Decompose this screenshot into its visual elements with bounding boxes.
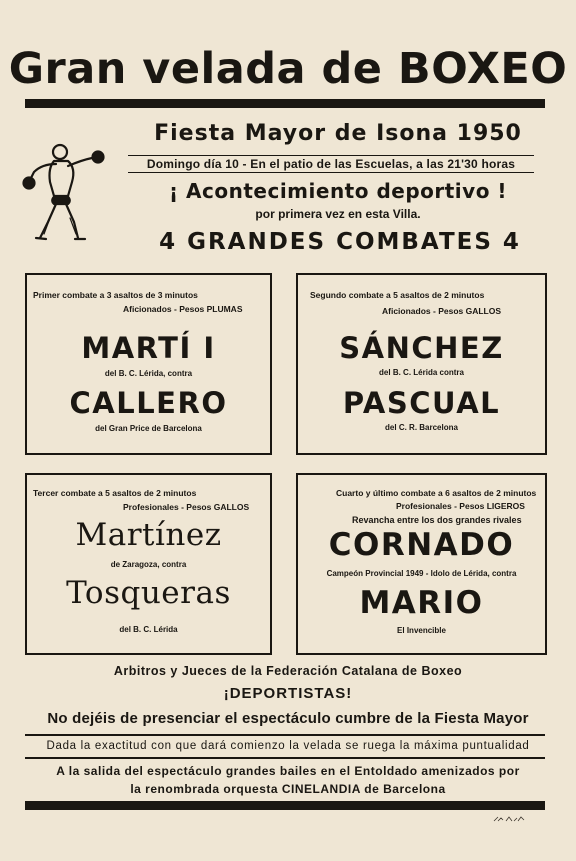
event-first-time: por primera vez en esta Villa. — [255, 207, 421, 221]
event-headline: ¡ Acontecimiento deportivo ! — [168, 179, 508, 203]
fighter-name: Tosqueras — [66, 575, 231, 611]
fighter-club: del B. C. Lérida, contra — [104, 369, 193, 378]
fighter-name: PASCUAL — [342, 386, 501, 420]
referees-line: Arbitros y Jueces de la Federación Catalana de Boxeo — [113, 664, 463, 678]
boxer-illustration-icon — [20, 138, 112, 248]
dance-announcement-line-1: A la salida del espectáculo grandes bailes en el Entoldado amenizados por — [56, 764, 520, 778]
fighter-club: El Invencible — [397, 626, 446, 635]
bout-intro: Tercer combate a 5 asaltos de 2 minutos — [33, 488, 197, 498]
divider-rule — [25, 757, 545, 759]
bout-category: Profesionales - Pesos LIGEROS — [396, 501, 525, 511]
bout-intro: Primer combate a 3 asaltos de 3 minutos — [33, 290, 198, 300]
bout-card-1 — [25, 273, 272, 455]
combats-heading: 4 GRANDES COMBATES 4 — [159, 229, 521, 255]
bout-intro: Segundo combate a 5 asaltos de 2 minutos — [310, 290, 485, 300]
punctuality-note: Dada la exactitud con que dará comienzo la velada se ruega la máxima puntualidad — [46, 740, 530, 752]
fighter-name: Martínez — [75, 517, 222, 553]
poster-title: Gran velada de BOXEO — [8, 44, 568, 94]
fighter-club: del B. C. Lérida contra — [379, 368, 464, 377]
fighter-club: del B. C. Lérida — [119, 625, 178, 634]
fighter-name: MARIO — [359, 585, 484, 621]
bout-card-3 — [25, 473, 272, 655]
fighter-name: SÁNCHEZ — [339, 331, 504, 365]
bout-intro: Cuarto y último combate a 6 asaltos de 2 minutos — [336, 488, 537, 498]
fighter-name: CORNADO — [328, 527, 515, 563]
fighter-club: del Gran Price de Barcelona — [95, 424, 202, 433]
divider-rule — [25, 734, 545, 736]
bottom-rule — [25, 801, 545, 810]
fighter-club: Campeón Provincial 1949 - Idolo de Lérida, contra — [326, 569, 517, 578]
dance-announcement — [0, 762, 576, 798]
fighter-name: CALLERO — [69, 386, 228, 420]
bout-category: Aficionados - Pesos PLUMAS — [123, 304, 243, 314]
bout-card-4 — [296, 473, 547, 655]
fighter-name: MARTÍ I — [81, 331, 216, 365]
title-rule — [25, 99, 545, 108]
bout-card-2 — [296, 273, 547, 455]
event-date-location: Domingo día 10 - En el patio de las Escuelas, a las 21'30 horas — [128, 155, 534, 173]
event-subtitle: Fiesta Mayor de Isona 1950 — [154, 121, 522, 146]
bout-category: Profesionales - Pesos GALLOS — [123, 502, 250, 512]
dont-miss-line: No dejéis de presenciar el espectáculo cumbre de la Fiesta Mayor — [47, 710, 529, 727]
fighter-club: del C. R. Barcelona — [385, 423, 458, 432]
sportsmen-callout: ¡DEPORTISTAS! — [223, 685, 353, 702]
fighter-club: de Zaragoza, contra — [110, 560, 187, 569]
bout-category: Aficionados - Pesos GALLOS — [382, 306, 502, 316]
bout-note: Revancha entre los dos grandes rivales — [352, 515, 522, 525]
printer-mark-icon — [493, 815, 525, 823]
dance-announcement-line-2: la renombrada orquesta CINELANDIA de Barcelona — [130, 782, 446, 796]
